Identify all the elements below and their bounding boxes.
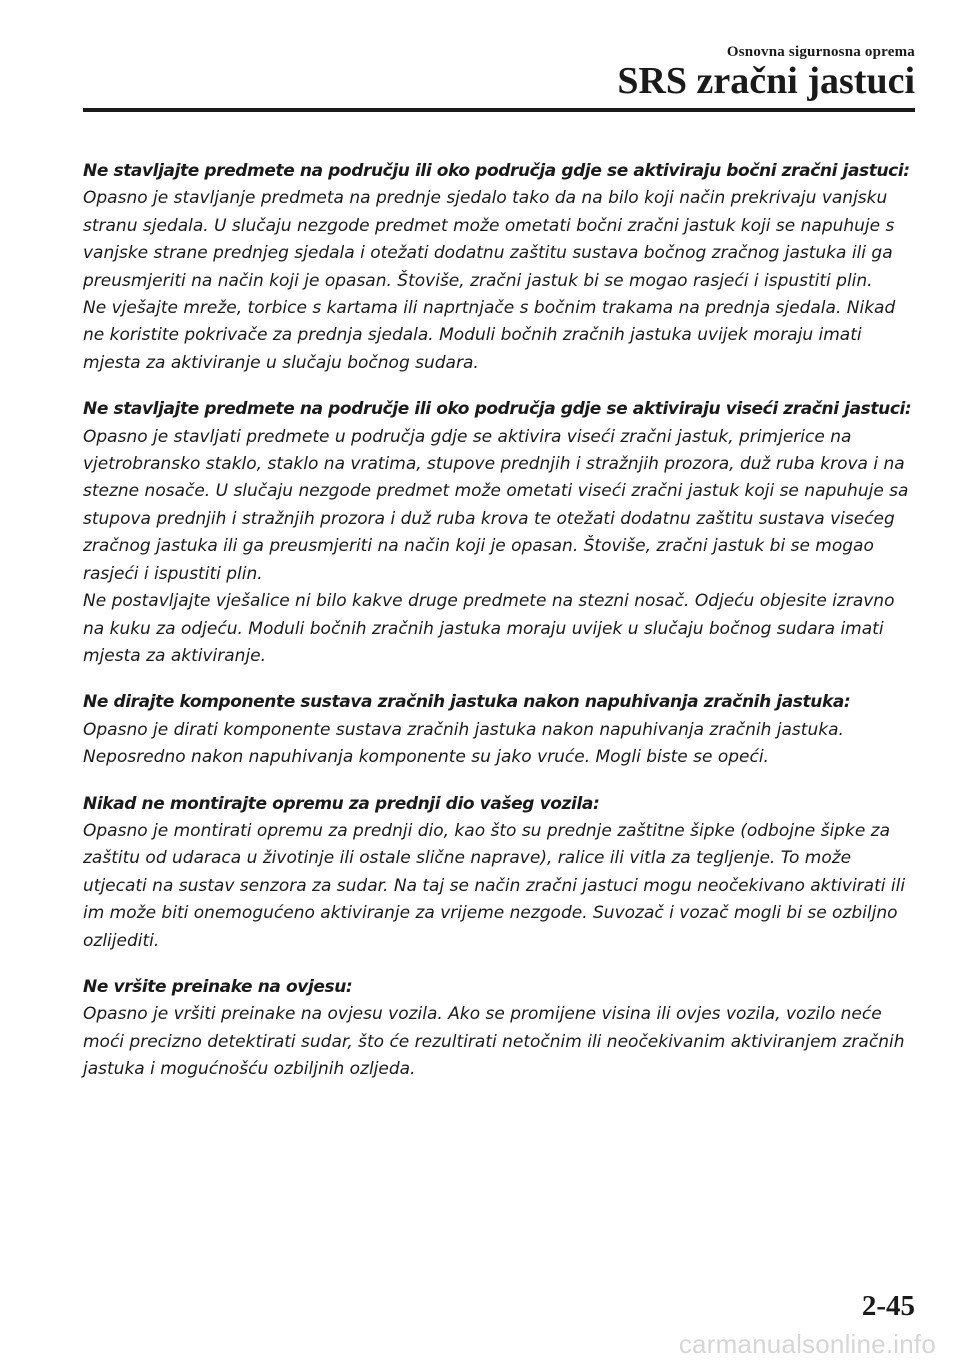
- chapter-title: SRS zračni jastuci: [617, 60, 915, 102]
- block-title: Nikad ne montirajte opremu za prednji dio vašeg vozila:: [83, 793, 600, 814]
- block-paragraph: Opasno je stavljanje predmeta na prednje sjedalo tako da na bilo koji način prekrivaju vanjsku stranu sjedala. U slučaju nezgode predmet može ometati bočni zračni jastuk koji se napuhuje s vanjske strane prednjeg sjedala i otežati dodatnu zaštitu sustava bočnog zračnog jastuka ili ga preusmjeriti na način koji je opasan. Štoviše, zračni jastuk bi se mogao rasjeći i ispustiti plin.: [83, 188, 895, 291]
- warning-block-components: [83, 689, 915, 771]
- block-paragraph: Ne postavljajte vješalice ni bilo kakve druge predmete na stezni nosač. Odjeću objesite izravno na kuku za odjeću. Moduli bočnih zračnih jastuka moraju uvijek u slučaju bočnog sudara imati mjesta za aktiviranje.: [83, 591, 895, 666]
- block-title: Ne dirajte komponente sustava zračnih jastuka nakon napuhivanja zračnih jastuka:: [83, 692, 851, 713]
- block-paragraph: Ne vješajte mreže, torbice s kartama ili naprtnjače s bočnim trakama na prednja sjedala. Nikad ne koristite pokrivače za prednja sjedala. Moduli bočnih zračnih jastuka uvijek moraju imati mjesta za aktiviranje u slučaju bočnog sudara.: [83, 298, 896, 373]
- warning-content: [83, 158, 915, 1103]
- block-title: Ne stavljajte predmete na području ili oko područja gdje se aktiviraju bočni zračni jastuci:: [83, 161, 910, 181]
- warning-block-curtain-airbags: [83, 396, 915, 670]
- block-paragraph: Opasno je vršiti preinake na ovjesu vozila. Ako se promijene visina ili ovjes vozila, vozilo neće moći precizno detektirati sudar, što će rezultirati netočnim ili neočekivanim aktiviranjem zračnih jastuka i mogućnošću ozbiljnih ozljeda.: [83, 1004, 905, 1080]
- block-paragraph: Opasno je stavljati predmete u područja gdje se aktivira viseći zračni jastuk, primjerice na vjetrobransko staklo, staklo na vratima, stupove prednjih i stražnjih prozora, duž ruba krova i na stezne nosače. U slučaju nezgode predmet može ometati viseći zračni jastuk koji se napuhuje sa stupova prednjih i stražnjih prozora i duž ruba krova te otežati dodatnu zaštitu sustava visećeg zračnog jastuka ili ga preusmjeriti na način koji je opasan. Štoviše, zračni jastuk bi se mogao rasjeći i ispustiti plin.: [83, 426, 909, 584]
- section-label: Osnovna sigurnosna oprema: [726, 44, 915, 60]
- block-paragraph: Opasno je montirati opremu za prednji dio, kao što su prednje zaštitne šipke (odbojne šipke za zaštitu od udaraca u životinje ili ostale slične naprave), ralice ili vitla za tegljenje. To može utjecati na sustav senzora za sudar. Na taj se način zračni jastuci mogu neočekivano aktivirati ili im može biti onemogućeno aktiviranje za vrijeme nezgode. Suvozač i vozač mogli bi se ozbiljno ozlijediti.: [83, 820, 906, 951]
- block-title: Ne stavljajte predmete na područje ili oko područja gdje se aktiviraju viseći zračni jastuci:: [83, 399, 912, 420]
- warning-block-suspension: [83, 974, 915, 1084]
- watermark: carmanualsonline.info: [678, 1329, 936, 1359]
- page-number: 2-45: [861, 1290, 915, 1322]
- block-title: Ne vršite preinake na ovjesu:: [83, 976, 353, 997]
- warning-block-side-airbags: [83, 158, 915, 377]
- block-paragraph: Opasno je dirati komponente sustava zračnih jastuka nakon napuhivanja zračnih jastuka. Neposredno nakon napuhivanja komponente su jako vruće. Mogli biste se opeći.: [83, 719, 844, 768]
- warning-block-front-equipment: [83, 791, 915, 955]
- header-divider: [83, 108, 915, 112]
